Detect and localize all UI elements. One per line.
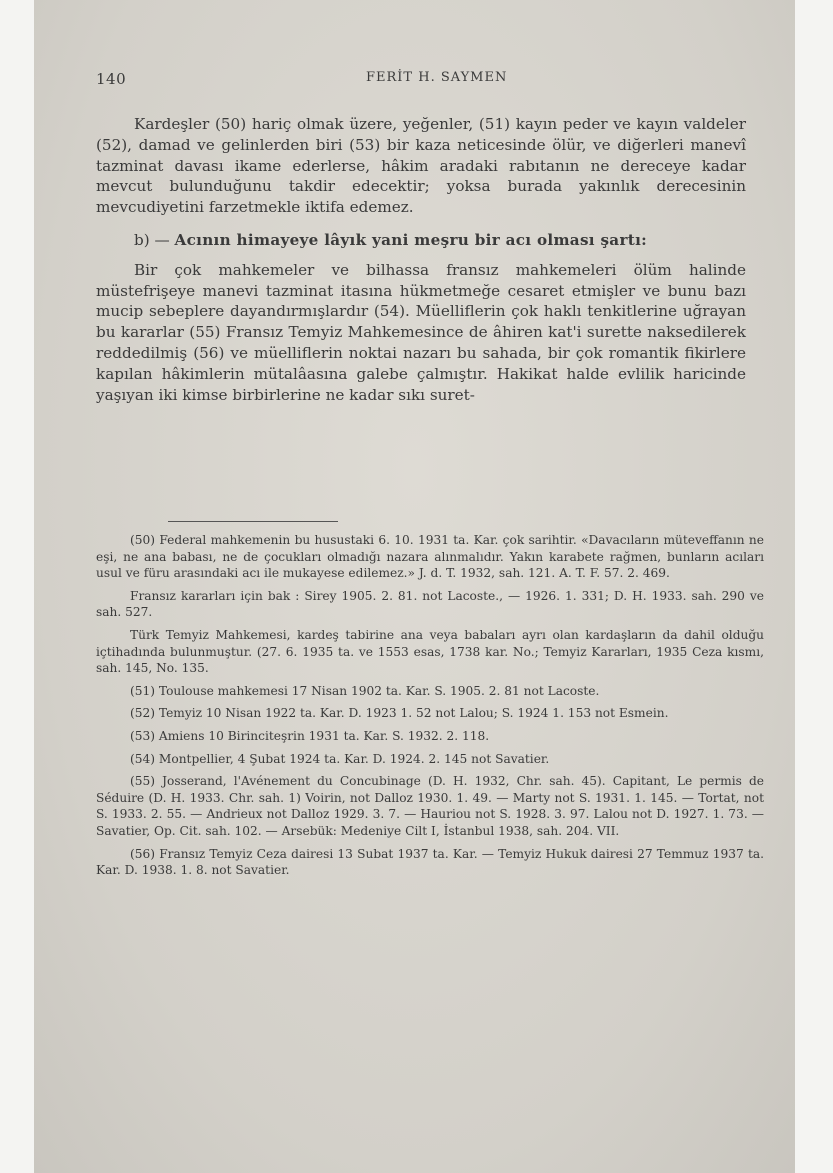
subheading-label: b) — bbox=[134, 230, 170, 249]
footnote-50-continued: Türk Temyiz Mahkemesi, kardeş tabirine ana veya babaları ayrı olan kardaşların da dahil olduğu içtihadında bulunmuştur. (27. 6. 1935 ta. ve 1553 esas, 1738 kar. No.; Temyiz Kararları, 1935 Ceza kısmı, sah. 145, No. 135. bbox=[96, 627, 764, 676]
paragraph: Bir çok mahkemeler ve bilhassa fransız mahkemeleri ölüm halinde müstefrişeye manevi tazminat itasına hükmetmeğe cesaret etmişler ve bunu bazı mucip sebeplere dayandırmışlardır (54). Müelliflerin çok haklı tenkitlerine uğrayan bu kararlar (55) Fransız Temyiz Mahkemesince de âhiren kat'i surette naksedilerek reddedilmiş (56) ve müelliflerin noktai nazarı bu sahada, bir çok romantik fikirlere kapılan hâkimlerin mütalâasına galebe çalmıştır. Hakikat halde evlilik haricinde yaşıyan iki kimse birbirlerine ne kadar sıkı suret- bbox=[96, 260, 746, 404]
footnote-53: (53) Amiens 10 Birinciteşrin 1931 ta. Kar. S. 1932. 2. 118. bbox=[130, 728, 490, 743]
subheading-title: Acının himayeye lâyık yani meşru bir acı olması şartı: bbox=[174, 230, 648, 249]
running-head: FERİT H. SAYMEN bbox=[366, 70, 508, 85]
footnote-50: (50) Federal mahkemenin bu husustaki 6. 10. 1931 ta. Kar. çok sarihtir. «Davacıların müteveffanın ne eşi, ne ana babası, ne de çocukları olmadığı nazara alınmalıdır. Yakın karabete rağmen, bunların acıları usul ve füru arasındaki acı ile mukayese edilemez.» J. d. T. 1932, sah. 121. A. T. F. 57. 2. 469. bbox=[96, 533, 764, 581]
page-number: 140 bbox=[96, 70, 127, 88]
footnote-50-continued: Fransız kararları için bak : Sirey 1905. 2. 81. not Lacoste., — 1926. 1. 331; D. H. 1933. sah. 290 ve sah. 527. bbox=[96, 588, 764, 620]
footnote-55: (55) Josserand, l'Avénement du Concubinage (D. H. 1932, Chr. sah. 45). Capitant, Le permis de Séduire (D. H. 1933. Chr. sah. 1) Voirin, not Dalloz 1930. 1. 49. — Marty not S. 1931. 1. 145. — Tortat, not S. 1933. 2. 55. — Andrieux not Dalloz 1929. 3. 7. — Hauriou not S. 1928. 3. 97. Lalou not D. 1927. 1. 73. — Savatier, Op. Cit. sah. 102. — Arsebük: Medeniye Cilt I, İstanbul 1938, sah. 204. VII. bbox=[96, 774, 764, 838]
footnotes bbox=[96, 532, 764, 885]
footnote-54: (54) Montpellier, 4 Şubat 1924 ta. Kar. D. 1924. 2. 145 not Savatier. bbox=[130, 751, 550, 766]
scan-margin-left bbox=[0, 0, 34, 1173]
footnote-56: (56) Fransız Temyiz Ceza dairesi 13 Subat 1937 ta. Kar. — Temyiz Hukuk dairesi 27 Temmuz 1937 ta. Kar. D. 1938. 1. 8. not Savatier. bbox=[96, 846, 764, 878]
footnote-51: (51) Toulouse mahkemesi 17 Nisan 1902 ta. Kar. S. 1905. 2. 81 not Lacoste. bbox=[130, 683, 600, 698]
footnote-52: (52) Temyiz 10 Nisan 1922 ta. Kar. D. 1923 1. 52 not Lalou; S. 1924 1. 153 not Esmein. bbox=[130, 706, 669, 721]
footnote-separator bbox=[168, 521, 338, 522]
book-page bbox=[34, 0, 795, 1173]
main-text bbox=[96, 114, 746, 405]
scan-margin-right bbox=[795, 0, 833, 1173]
section-subheading bbox=[96, 230, 746, 251]
page-header bbox=[96, 70, 740, 92]
paragraph: Kardeşler (50) hariç olmak üzere, yeğenler, (51) kayın peder ve kayın valdeler (52), damad ve gelinlerden biri (53) bir kaza neticesinde ölür, ve diğerleri manevî tazminat davası ikame ederlerse, hâkim aradaki rabıtanın ne dereceye kadar mevcut bulunduğunu takdir edecektir; yoksa burada yakınlık derecesinin mevcudiyetini farzetmekle iktifa edemez. bbox=[96, 115, 746, 217]
